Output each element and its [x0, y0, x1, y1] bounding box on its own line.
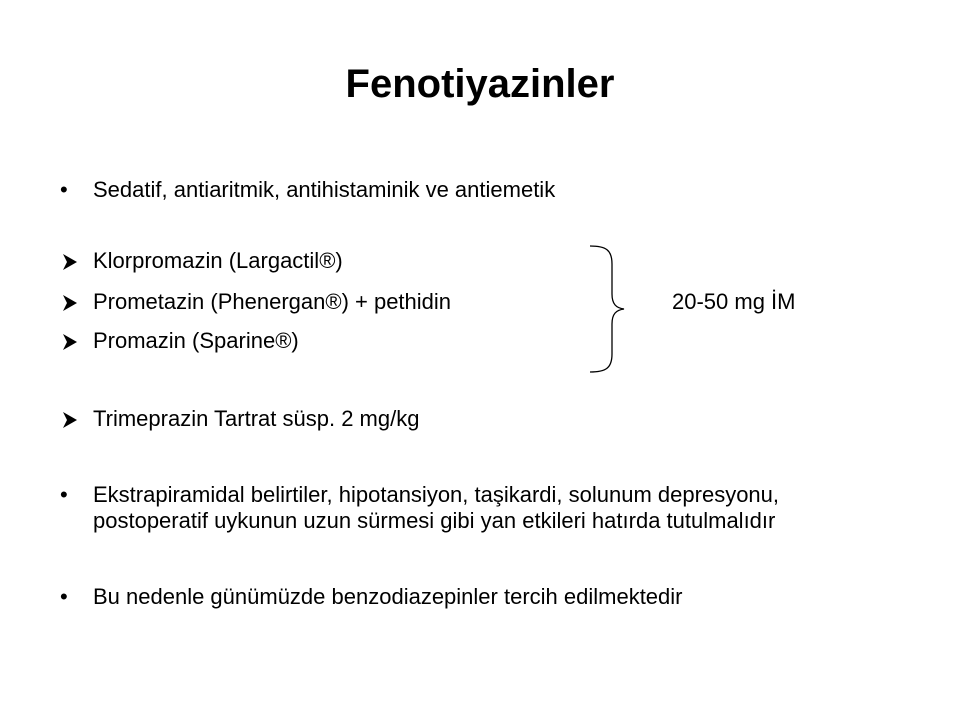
arrowhead-bullet-icon — [62, 333, 78, 351]
bullet-text: Bu nedenle günümüzde benzodiazepinler tercih edilmektedir — [93, 584, 683, 609]
arrow-item-text: Trimeprazin Tartrat süsp. 2 mg/kg — [93, 406, 420, 431]
bullet-dot: • — [60, 482, 68, 507]
arrowhead-bullet-icon — [62, 253, 78, 271]
bullet-text: Sedatif, antiaritmik, antihistaminik ve antiemetik — [93, 177, 556, 202]
slide-title: Fenotiyazinler — [345, 62, 615, 106]
bullet-text-side-effects: Ekstrapiramidal belirtiler, hipotansiyon, taşikardi, solunum depresyonu, postoperatif uykunun uzun sürmesi gibi yan etkileri hatırda tutulmalıdır — [93, 482, 780, 533]
bullet-dot: • — [60, 177, 68, 202]
arrow-item-text: Klorpromazin (Largactil®) — [93, 248, 343, 273]
arrowhead-bullet-icon — [62, 294, 78, 312]
right-curly-brace-icon — [588, 244, 628, 374]
arrow-item-text: Prometazin (Phenergan®) + pethidin — [93, 289, 452, 314]
dose-label: 20-50 mg İM — [672, 289, 796, 314]
bullet-dot: • — [60, 584, 68, 609]
arrow-item-text: Promazin (Sparine®) — [93, 328, 299, 353]
arrowhead-bullet-icon — [62, 411, 78, 429]
